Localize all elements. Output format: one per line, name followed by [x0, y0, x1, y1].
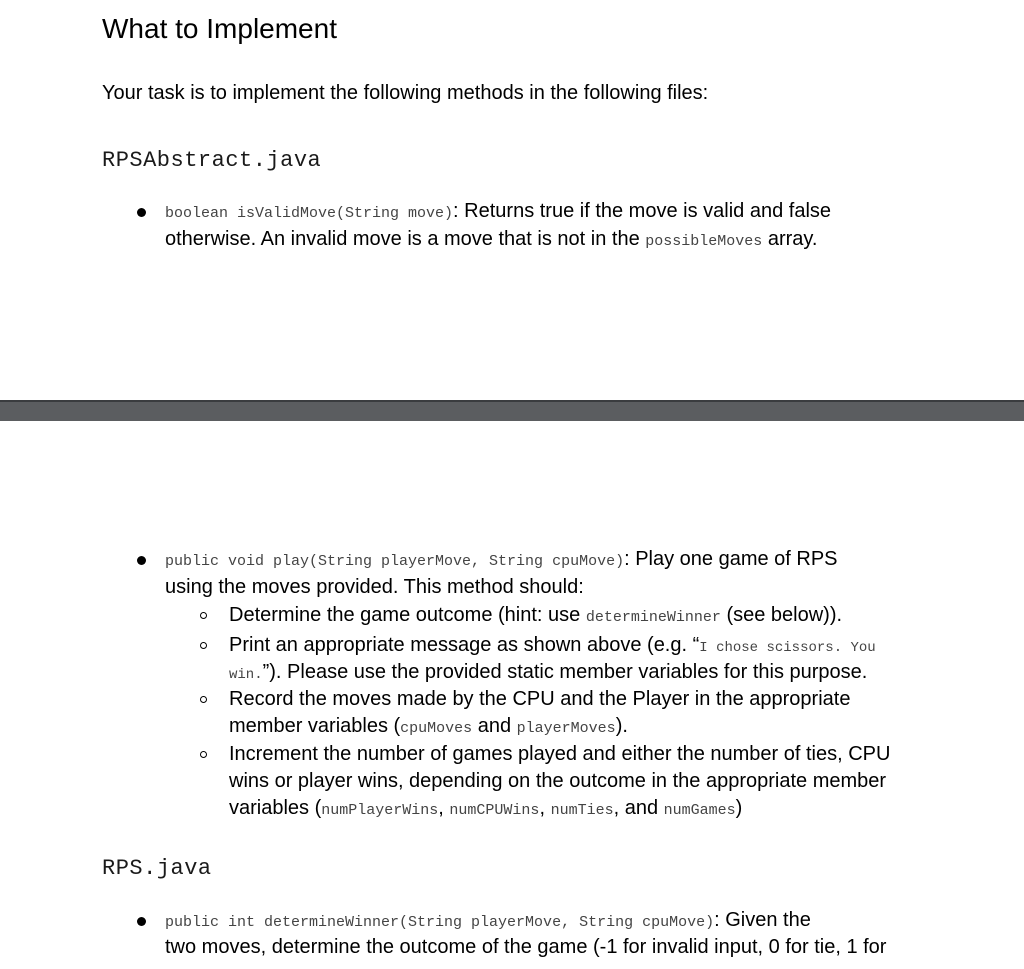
- document-page-2: [0, 421, 1024, 969]
- method-play-line1: [165, 546, 838, 575]
- code-message: I chose scissors. You: [699, 640, 876, 656]
- sub-bullet-icon: [200, 612, 207, 619]
- text: and: [624, 797, 664, 819]
- code-numgames: numGames: [663, 802, 736, 819]
- code-cpumoves: cpuMoves: [400, 720, 473, 737]
- code-determinewinner: determineWinner: [585, 609, 721, 626]
- method-description: otherwise. An invalid move is a move that is not in the: [165, 228, 646, 250]
- text: ).: [615, 715, 628, 737]
- text: ,: [613, 797, 625, 819]
- method-description: array.: [762, 228, 818, 250]
- method-determinewinner-line1: [165, 907, 811, 936]
- sub-item-increment-line3: [229, 795, 742, 824]
- code-numties: numTies: [550, 802, 614, 819]
- text: and: [472, 715, 517, 737]
- document-page-1: [0, 0, 1024, 400]
- sub-item-determine: [229, 602, 842, 631]
- sub-bullet-icon: [200, 696, 207, 703]
- text: variables (: [229, 797, 322, 819]
- sub-item-record-line2: [229, 713, 628, 742]
- text: ): [735, 797, 743, 819]
- sub-item-increment-line2: wins or player wins, depending on the outcome in the appropriate member: [229, 770, 887, 792]
- text: ”). Please use the provided static member variables for this purpose.: [262, 661, 868, 683]
- code-numcpuwins: numCPUWins: [449, 802, 540, 819]
- method-description: : Given the: [714, 909, 811, 931]
- method-play-line2: using the moves provided. This method should:: [165, 576, 584, 598]
- text: (see below)).: [720, 604, 843, 626]
- text: Determine the game outcome (hint: use: [229, 604, 586, 626]
- page-gap: [0, 400, 1024, 421]
- sub-item-print-line1: [229, 632, 876, 662]
- sub-item-record-line1: Record the moves made by the CPU and the Player in the appropriate: [229, 688, 851, 710]
- text: member variables (: [229, 715, 401, 737]
- section-heading: What to Implement: [102, 13, 337, 44]
- text: ,: [438, 797, 450, 819]
- text: ,: [539, 797, 551, 819]
- sub-bullet-icon: [200, 642, 207, 649]
- sub-bullet-icon: [200, 751, 207, 758]
- code-numplayerwins: numPlayerWins: [321, 802, 439, 819]
- method-determinewinner-line2: two moves, determine the outcome of the game (-1 for invalid input, 0 for tie, 1 for: [165, 936, 887, 958]
- method-signature: boolean isValidMove(String move): [165, 205, 454, 222]
- file-name-rpsabstract: RPSAbstract.java: [102, 148, 322, 173]
- bullet-icon: [137, 556, 146, 565]
- code-playermoves: playerMoves: [516, 720, 616, 737]
- sub-item-increment-line1: Increment the number of games played and either the number of ties, CPU: [229, 743, 891, 765]
- method-signature: public int determineWinner(String playerMove, String cpuMove): [165, 914, 715, 931]
- method-description: : Play one game of RPS: [624, 548, 838, 570]
- code-message: win.: [229, 667, 263, 683]
- method-description: : Returns true if the move is valid and false: [453, 200, 832, 222]
- bullet-icon: [137, 917, 146, 926]
- method-isvalidmove-line2: [165, 226, 817, 255]
- method-signature: public void play(String playerMove, String cpuMove): [165, 553, 625, 570]
- sub-item-print-line2: [229, 659, 867, 689]
- bullet-icon: [137, 208, 146, 217]
- code-possiblemoves: possibleMoves: [645, 233, 763, 250]
- intro-paragraph: Your task is to implement the following methods in the following files:: [102, 82, 709, 104]
- file-name-rps: RPS.java: [102, 856, 212, 881]
- method-isvalidmove-line1: [165, 198, 831, 227]
- text: Print an appropriate message as shown above (e.g. “: [229, 634, 700, 656]
